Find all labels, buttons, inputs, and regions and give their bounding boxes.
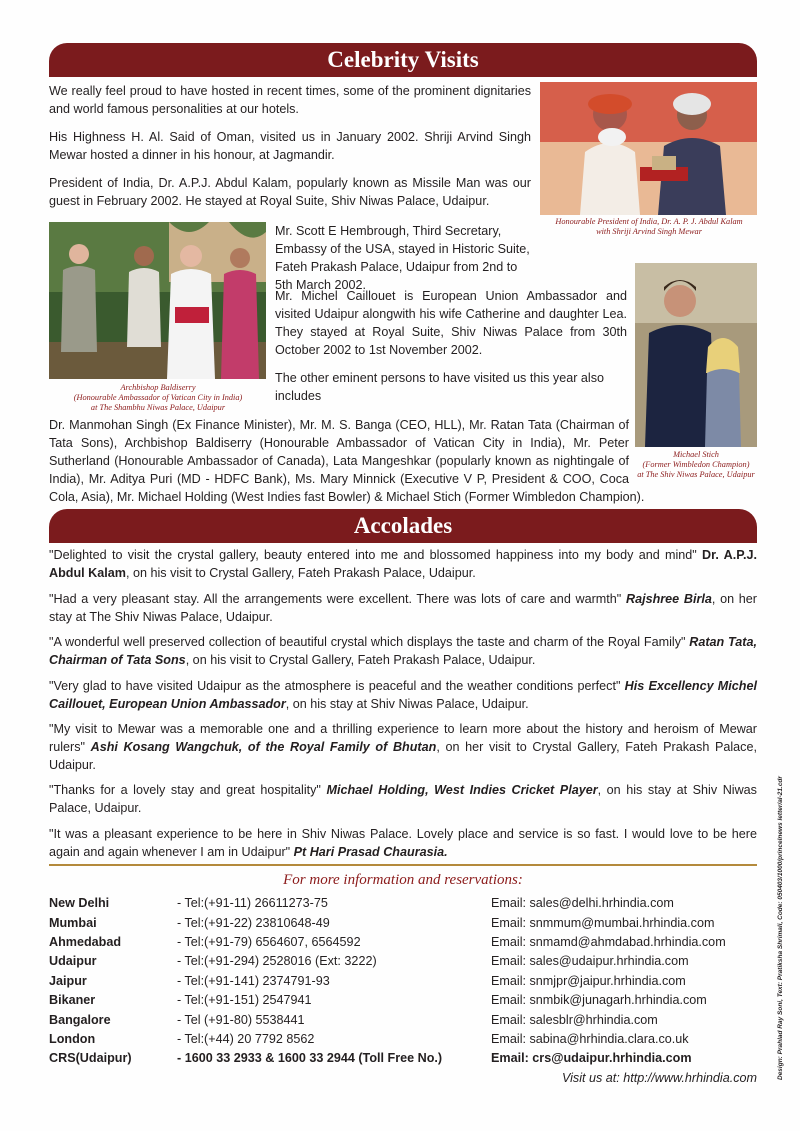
contact-row [49,935,757,954]
celebrity-paragraphs-middle [275,287,627,405]
contact-row [49,1032,757,1051]
caption-line: at The Shiv Niwas Palace, Udaipur [637,470,755,479]
archbishop-photo-caption [40,383,276,413]
contact-email[interactable]: Email: snmmum@mumbai.hrhindia.com [491,916,715,930]
contact-city: Mumbai [49,916,97,930]
contact-city: CRS(Udaipur) [49,1051,132,1065]
quote-tail: , on his stay at Shiv Niwas Palace, Udaipur. [285,697,529,711]
paragraph: We really feel proud to have hosted in recent times, some of the prominent dignitaries and world famous personalities at our hotels. [49,84,531,116]
quote-tail: , on his visit to Crystal Gallery, Fateh Prakash Palace, Udaipur. [185,653,536,667]
accolade-quote [49,633,757,669]
contact-email[interactable]: Email: sabina@hrhindia.clara.co.uk [491,1032,689,1046]
float-spacer [629,416,757,472]
eminent-persons-list [49,416,757,506]
quote-text: "It was a pleasant experience to be here in Shiv Niwas Palace. Lovely place and service is so fast. I would love to be here again and again whenever I am in Udaipur" [49,827,757,859]
contact-email[interactable]: Email: snmjpr@jaipur.hrhindia.com [491,974,686,988]
contact-city: Bangalore [49,1013,111,1027]
contact-email[interactable]: Email: snmamd@ahmdabad.hrhindia.com [491,935,726,949]
caption-line: (Former Wimbledon Champion) [642,460,750,469]
celebrity-visits-heading: Celebrity Visits [49,43,757,77]
contact-email[interactable]: Email: sales@udaipur.hrhindia.com [491,954,689,968]
paragraph: Mr. Michel Caillouet is European Union Ambassador and visited Udaipur alongwith his wife Catherine and daughter Lea. They stayed at Royal Suite, Shiv Niwas Palace from 30th October 2002 to 1st November 2002. [275,289,627,357]
contact-email[interactable]: Email: sales@delhi.hrhindia.com [491,896,674,910]
quote-author: His Excellency Michel Caillouet, European Union Ambassador [49,679,757,711]
quote-author: Ashi Kosang Wangchuk, of the Royal Family of Bhutan [90,740,437,754]
side-credit-text: Design: Prahlad Ray Soni, Text: Pratiksha Shrimali, Code: 050403/1000/princelnews letter/al-21.cdr [777,776,784,1080]
contact-heading: For more information and reservations: [283,872,523,888]
contact-phone[interactable]: - 1600 33 2933 & 1600 33 2944 (Toll Free No.) [177,1051,443,1065]
quote-text: "Very glad to have visited Udaipur as the atmosphere is peaceful and the weather conditions perfect" [49,679,625,693]
paragraph: Mr. Scott E Hembrough, Third Secretary, Embassy of the USA, stayed in Historic Suite, Fateh Prakash Palace, Udaipur from 2nd to 5th March 2002. [275,224,530,292]
accolade-quote [49,825,757,861]
contact-phone[interactable]: - Tel:(+91-294) 2528016 (Ext: 3222) [177,954,377,968]
quote-author: Dr. A.P.J. Abdul Kalam [49,548,757,580]
caption-line: Archbishop Baldiserry [120,383,196,392]
contact-phone[interactable]: - Tel:(+91-151) 2547941 [177,993,312,1007]
contact-row [49,896,757,915]
contact-city: Bikaner [49,993,96,1007]
quote-author: Rajshree Birla [625,592,712,606]
paragraph: President of India, Dr. A.P.J. Abdul Kalam, popularly known as Missile Man was our guest in February 2002. He stayed at Royal Suite, Shiv Niwas Palace, Udaipur. [49,176,531,208]
contact-city: Jaipur [49,974,87,988]
contact-city: London [49,1032,96,1046]
side-credit [777,770,789,1080]
quote-text: "Had a very pleasant stay. All the arrangements were excellent. There was lots of care and warmth" [49,592,626,606]
contact-phone[interactable]: - Tel:(+91-79) 6564607, 6564592 [177,935,361,949]
contact-email[interactable]: Email: snmbik@junagarh.hrhindia.com [491,993,707,1007]
contact-email[interactable]: Email: crs@udaipur.hrhindia.com [491,1051,692,1065]
website-link[interactable]: Visit us at: http://www.hrhindia.com [561,1071,757,1085]
quote-text: "My visit to Mewar was a memorable one and a thrilling experience to learn more about the history and heroism of Mewar rulers" [49,722,757,754]
contact-phone[interactable]: - Tel:(+91-22) 23810648-49 [177,916,330,930]
caption-line: Honourable President of India, Dr. A. P. J. Abdul Kalam [555,217,743,226]
contact-phone[interactable]: - Tel (+91-80) 5538441 [177,1013,305,1027]
quote-text: "Delighted to visit the crystal gallery, beauty entered into me and blossomed happiness into my body and mind" [49,548,703,562]
contact-email[interactable]: Email: salesblr@hrhindia.com [491,1013,658,1027]
contact-row [49,954,757,973]
contact-city: New Delhi [49,896,110,910]
contact-row [49,1013,757,1032]
contact-row [49,974,757,993]
caption-line: (Honourable Ambassador of Vatican City in India) [73,393,243,402]
quote-tail: , on his visit to Crystal Gallery, Fateh Prakash Palace, Udaipur. [125,566,476,580]
quote-tail: , on his stay at Shiv Niwas Palace, Udaipur. [49,783,757,815]
contact-row-crs [49,1051,757,1070]
accolades-heading: Accolades [49,509,757,543]
contact-row [49,916,757,935]
caption-line: Michael Stich [673,450,719,459]
contact-phone[interactable]: - Tel:(+44) 20 7792 8562 [177,1032,315,1046]
quote-tail: , on her visit to Crystal Gallery, Fateh Prakash Palace, Udaipur. [49,740,757,772]
accolade-quote [49,720,757,774]
contact-city: Ahmedabad [49,935,122,949]
paragraph: His Highness H. Al. Said of Oman, visited us in January 2002. Shriji Arvind Singh Mewar hosted a dinner in his honour, at Jagmandir. [49,130,531,162]
contact-city: Udaipur [49,954,97,968]
quote-author: Ratan Tata, Chairman of Tata Sons [49,635,757,667]
paragraph: The other eminent persons to have visited us this year also includes [275,371,605,403]
section-divider [49,864,757,866]
president-photo [540,82,757,215]
caption-line: with Shriji Arvind Singh Mewar [596,227,702,236]
paragraph: Dr. Manmohan Singh (Ex Finance Minister), Mr. M. S. Banga (CEO, HLL), Mr. Ratan Tata (Chairman of Tata Sons), Archbishop Baldiserry (Honourable Ambassador of Vatican City in India), Mr. Peter Sutherland (Honourable Ambassador of Canada), Lata Mangeshkar (popularly known as nightingale of India), Mr. Aditya Puri (MD - HDFC Bank), Ms. Mary Minnick (Executive V P, President & COO, Coca Cola, Asia), Mr. Michael Holding (West Indies fast Bowler) & Michael Stich (Former Wimbledon Champion). [49,418,645,504]
accolade-quote [49,546,757,582]
contact-phone[interactable]: - Tel:(+91-141) 2374791-93 [177,974,330,988]
quote-author: Michael Holding, West Indies Cricket Player [326,783,598,797]
accolade-quote [49,781,757,817]
quote-author: Pt Hari Prasad Chaurasia. [293,845,448,859]
contact-row [49,993,757,1012]
quote-text: "A wonderful well preserved collection of beautiful crystal which displays the taste and charm of the Royal Family" [49,635,690,649]
archbishop-group-photo [49,222,266,379]
quote-text: "Thanks for a lovely stay and great hospitality" [49,783,327,797]
celebrity-intro [49,82,531,210]
contact-phone[interactable]: - Tel:(+91-11) 26611273-75 [177,896,328,910]
accolade-quote [49,590,757,626]
quote-tail: , on her stay at The Shiv Niwas Palace, Udaipur. [49,592,757,624]
accolade-quote [49,677,757,713]
caption-line: at The Shambhu Niwas Palace, Udaipur [90,403,226,412]
